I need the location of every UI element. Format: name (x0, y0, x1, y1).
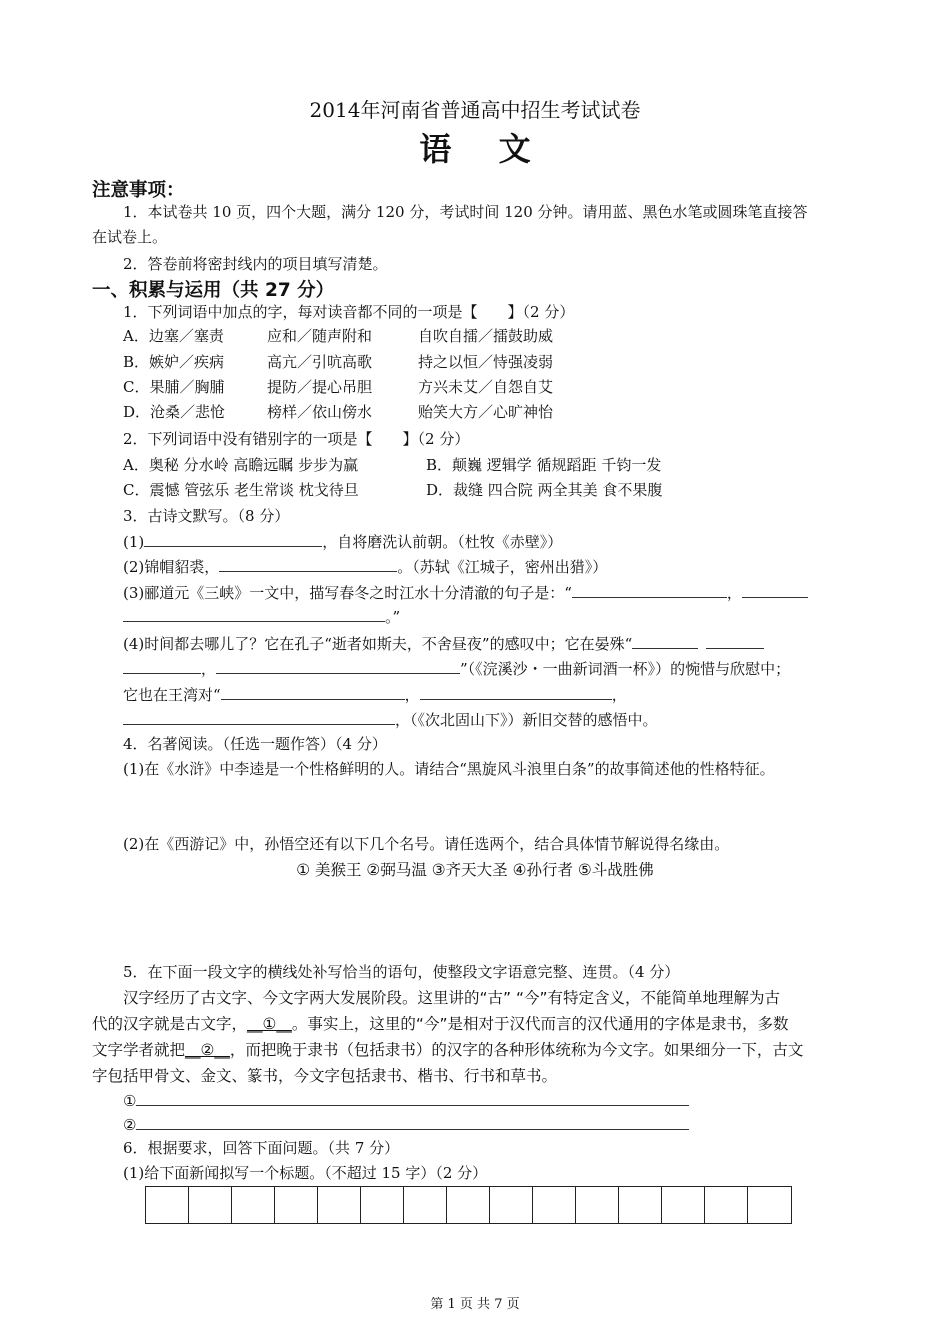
answer-blank[interactable] (221, 683, 405, 700)
q3-line-1 (123, 530, 562, 553)
q5-text: 。事实上，这里的“今”是相对于汉代而言的汉代通用的字体是隶书，多数 (291, 1015, 789, 1033)
q3-3-end: 。” (385, 608, 401, 626)
answer-blank[interactable] (144, 530, 322, 547)
q3-line-3-cont (123, 605, 400, 628)
answer-blank[interactable] (706, 632, 764, 649)
q3-line-2 (123, 555, 607, 578)
answer-line-1[interactable] (136, 1089, 689, 1106)
q5-blank-2: __②__ (185, 1041, 230, 1059)
exam-title: 2014年河南省普通高中招生考试试卷 (309, 98, 641, 122)
q3-4-source: ”（《浣溪沙・一曲新词酒一杯》）的惋惜与欣慰中； (460, 660, 791, 678)
question-5-stem: 5．在下面一段文字的横线处补写恰当的语句，使整段文字语意完整、连贯。（4 分） (123, 963, 680, 981)
q1-option-b-3: 持之以恒／恃强凌弱 (418, 353, 554, 371)
title-answer-grid[interactable] (145, 1186, 792, 1224)
notice-item-1-cont: 在试卷上。 (92, 228, 168, 246)
q3-4-wang: 它也在王湾对“ (123, 686, 221, 704)
q3-3-comma: ， (726, 584, 742, 602)
q3-4-comma: ， (201, 660, 217, 678)
answer-2-label: ② (123, 1116, 137, 1134)
q3-3-text: (3)郦道元《三峡》一文中，描写春冬之时江水十分清澈的句子是：“ (123, 584, 572, 602)
answer-1-label: ① (123, 1092, 137, 1110)
answer-blank[interactable] (572, 581, 727, 598)
q5-paragraph-line-1: 汉字经历了古文字、今文字两大发展阶段。这里讲的“古” “今”有特定含义，不能简单地理解为古 (123, 989, 781, 1007)
grid-cell[interactable] (748, 1187, 791, 1223)
grid-cell[interactable] (447, 1187, 490, 1223)
grid-cell[interactable] (662, 1187, 705, 1223)
question-3-stem: 3．古诗文默写。（8 分） (123, 507, 290, 525)
q1-option-c-3: 方兴未艾／自怨自艾 (418, 378, 554, 396)
section-heading: 一、积累与运用（共 27 分） (92, 280, 335, 301)
q6-part-1: (1)给下面新闻拟写一个标题。（不超过 15 字）（2 分） (123, 1164, 488, 1182)
answer-blank[interactable] (123, 708, 395, 725)
notice-item-1: 1．本试卷共 10 页，四个大题，满分 120 分，考试时间 120 分钟。请用蓝、黑色水笔或圆珠笔直接答 (123, 203, 808, 221)
grid-cell[interactable] (533, 1187, 576, 1223)
q3-line-4-cont-3 (123, 708, 658, 731)
answer-blank[interactable] (632, 632, 698, 649)
q3-2-text: (2)锦帽貂裘， (123, 558, 220, 576)
grid-cell[interactable] (619, 1187, 662, 1223)
q5-answer-1 (123, 1089, 689, 1112)
q1-option-c-2: 提防／提心吊胆 (267, 378, 373, 396)
grid-cell[interactable] (318, 1187, 361, 1223)
q2-option-a: A．奥秘 分水岭 高瞻远瞩 步步为赢 (123, 456, 359, 474)
grid-cell[interactable] (189, 1187, 232, 1223)
subject-title: 语 文 (419, 130, 549, 168)
q1-option-b-1: B．嫉妒／疾病 (123, 353, 225, 371)
q3-4-end: ，（《次北固山下》）新旧交替的感悟中。 (395, 711, 658, 729)
grid-cell[interactable] (361, 1187, 404, 1223)
q3-2-source: 。（苏轼《江城子，密州出猎》） (397, 558, 608, 576)
answer-blank[interactable] (123, 605, 385, 622)
q4-names: ① 美猴王 ②弼马温 ③齐天大圣 ④孙行者 ⑤斗战胜佛 (296, 861, 654, 879)
q2-option-d: D．裁缝 四合院 两全其美 食不果腹 (426, 481, 663, 499)
grid-cell[interactable] (404, 1187, 447, 1223)
q5-text: 文字学者就把 (92, 1041, 186, 1059)
q5-paragraph-line-2 (92, 1013, 788, 1035)
answer-blank[interactable] (123, 657, 201, 674)
q1-option-d-2: 榜样／依山傍水 (267, 403, 373, 421)
question-4-stem: 4．名著阅读。（任选一题作答）（4 分） (123, 735, 387, 753)
q3-4-comma-2: ， (404, 686, 420, 704)
answer-blank[interactable] (219, 555, 397, 572)
question-6-stem: 6．根据要求，回答下面问题。（共 7 分） (123, 1139, 400, 1157)
answer-blank[interactable] (742, 581, 808, 598)
q1-option-c-1: C．果脯／胸脯 (123, 378, 225, 396)
q3-1-text: ，自将磨洗认前朝。（杜牧《赤壁》） (322, 533, 563, 551)
q2-option-b: B．颠巍 逻辑学 循规蹈距 千钧一发 (426, 456, 662, 474)
answer-blank[interactable] (216, 657, 460, 674)
q5-paragraph-line-4: 字包括甲骨文、金文、篆书，今文字包括隶书、楷书、行书和草书。 (92, 1067, 558, 1085)
q3-line-4-cont (123, 657, 790, 680)
grid-cell[interactable] (275, 1187, 318, 1223)
answer-blank[interactable] (420, 683, 612, 700)
q1-option-a-3: 自吹自擂／擂鼓助威 (418, 327, 554, 345)
q3-line-4 (123, 632, 764, 655)
grid-cell[interactable] (705, 1187, 748, 1223)
answer-line-2[interactable] (136, 1113, 689, 1130)
q1-option-b-2: 高亢／引吭高歌 (267, 353, 373, 371)
q1-option-a-1: A．边塞／塞责 (123, 327, 224, 345)
grid-cell[interactable] (146, 1187, 189, 1223)
q5-answer-2 (123, 1113, 689, 1136)
q5-paragraph-line-3 (92, 1039, 803, 1061)
q5-blank-1: __①__ (247, 1015, 292, 1033)
q3-1-label: (1) (123, 533, 145, 551)
notice-heading: 注意事项： (92, 180, 185, 201)
q3-line-3 (123, 581, 808, 604)
page-number: 第 1 页 共 7 页 (430, 1297, 520, 1312)
q1-option-d-1: D．沧桑／悲怆 (123, 403, 226, 421)
grid-cell[interactable] (490, 1187, 533, 1223)
grid-cell[interactable] (232, 1187, 275, 1223)
q4-part-2: (2)在《西游记》中，孙悟空还有以下几个名号。请任选两个，结合具体情节解说得名缘由。 (123, 835, 730, 853)
q1-option-d-3: 贻笑大方／心旷神怡 (418, 403, 554, 421)
q2-option-c: C．震憾 管弦乐 老生常谈 枕戈待旦 (123, 481, 359, 499)
q5-text: 代的汉字就是古文字， (92, 1015, 248, 1033)
q5-text: ，而把晚于隶书（包括隶书）的汉字的各种形体统称为今文字。如果细分一下，古文 (229, 1041, 804, 1059)
q3-4-text: (4)时间都去哪儿了？它在孔子“逝者如斯夫，不舍昼夜”的感叹中；它在晏殊“ (123, 635, 633, 653)
question-1-stem: 1．下列词语中加点的字，每对读音都不同的一项是【 】（2 分） (123, 303, 575, 321)
notice-item-2: 2．答卷前将密封线内的项目填写清楚。 (123, 255, 388, 273)
q1-option-a-2: 应和／随声附和 (267, 327, 373, 345)
grid-cell[interactable] (576, 1187, 619, 1223)
q4-part-1: (1)在《水浒》中李逵是一个性格鲜明的人。请结合“黑旋风斗浪里白条”的故事简述他的性格特征。 (123, 760, 775, 778)
q3-line-4-cont-2 (123, 683, 627, 706)
question-2-stem: 2．下列词语中没有错别字的一项是【 】（2 分） (123, 430, 470, 448)
q3-4-comma-3: ， (611, 686, 627, 704)
